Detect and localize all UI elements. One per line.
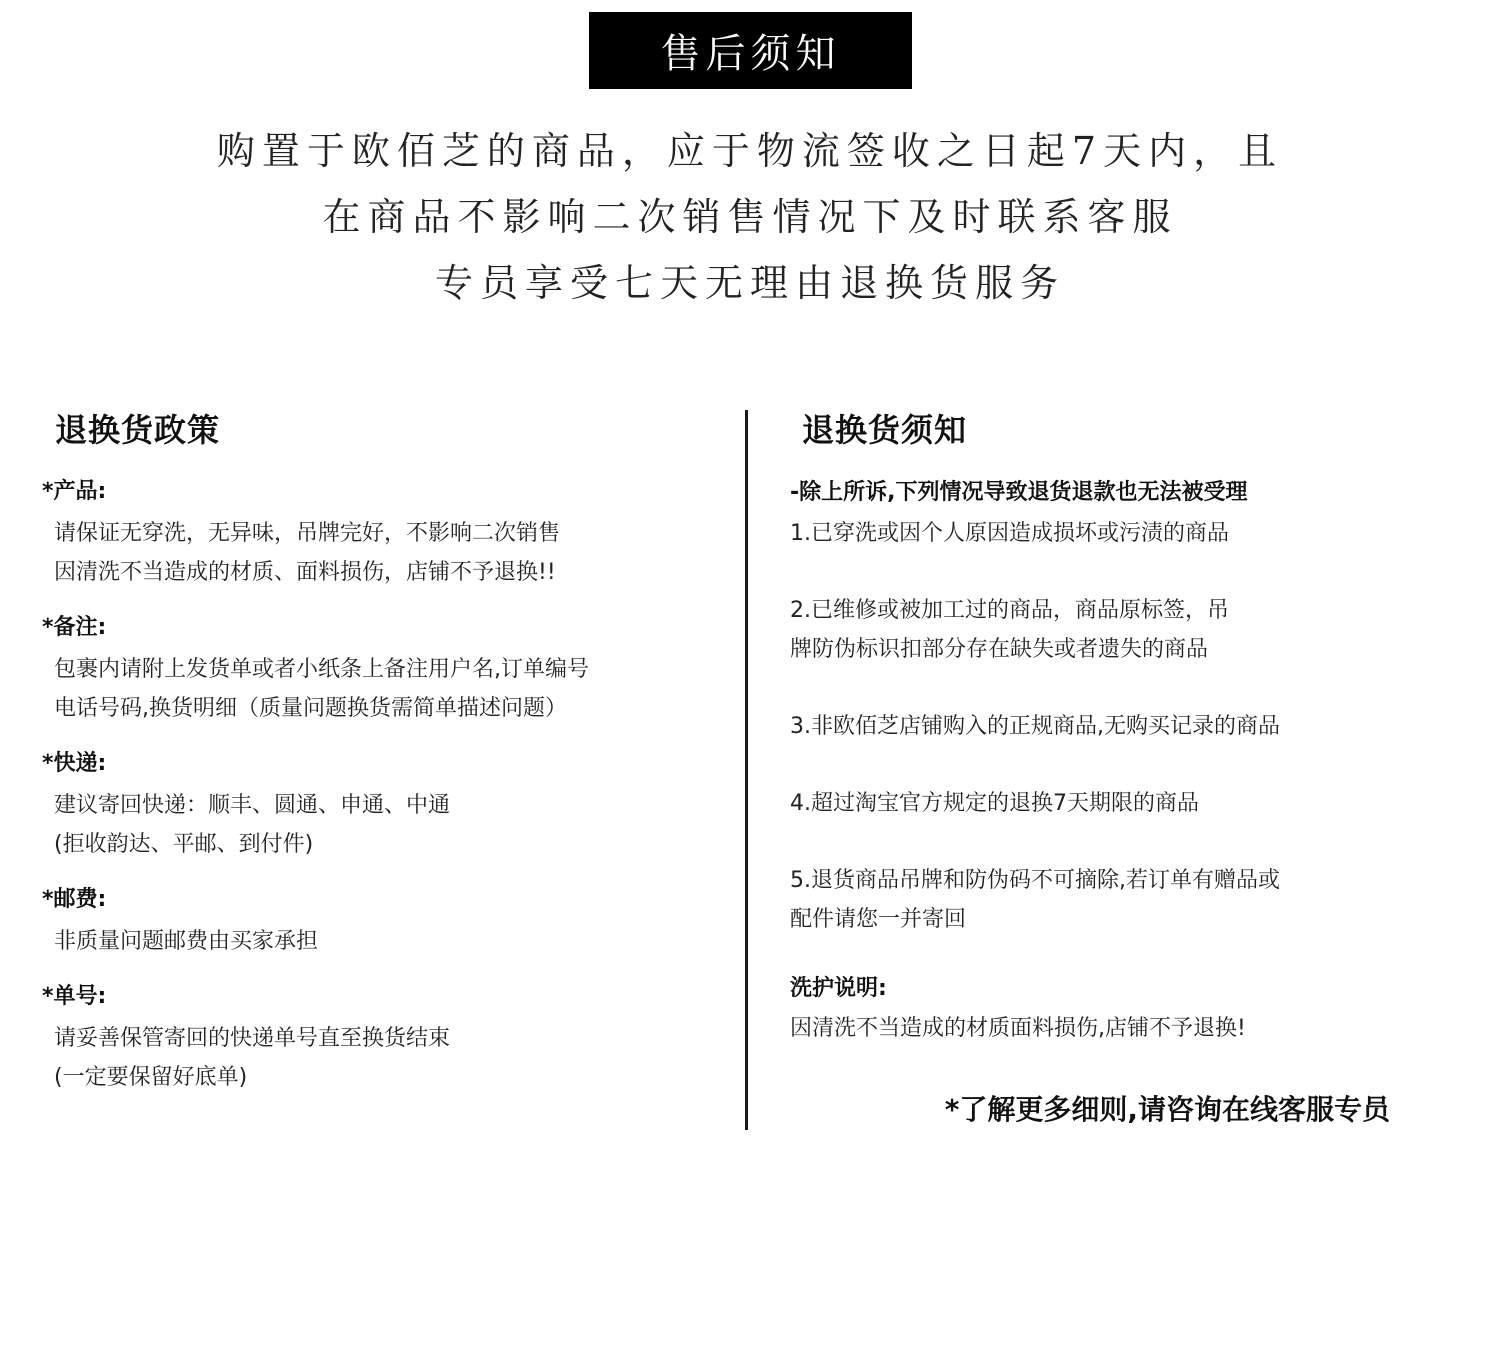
notice-line: 5.退货商品吊牌和防伪码不可摘除,若订单有赠品或 [790,868,1280,893]
section-line: (一定要保留好底单) [54,1065,248,1090]
policy-section-product [42,470,732,592]
notice-intro: -除上所诉,下列情况导致退货退款也无法被受理 [790,480,1248,505]
section-line: 包裹内请附上发货单或者小纸条上备注用户名,订单编号 [54,657,589,682]
footnote: *了解更多细则,请咨询在线客服专员 [944,1093,1390,1126]
section-line: 请保证无穿洗，无异味，吊牌完好，不影响二次销售 [54,521,561,546]
policy-section-tracking [42,975,732,1097]
section-heading: *备注: [42,615,107,640]
section-heading: *邮费: [42,887,107,912]
notice-line: 4.超过淘宝官方规定的退换7天期限的商品 [790,791,1199,816]
notice-item [790,707,1440,746]
notice-item [790,784,1440,823]
notice-line: 2.已维修或被加工过的商品，商品原标签，吊 [790,598,1229,623]
care-title: 洗护说明: [790,976,887,1001]
section-line: (拒收韵达、平邮、到付件) [54,832,314,857]
notice-line: 配件请您一并寄回 [790,907,967,932]
section-heading: *单号: [42,984,107,1009]
intro-line: 专员享受七天无理由退换货服务 [434,261,1065,305]
section-heading: *快递: [42,751,107,776]
policy-section-courier [42,742,732,864]
notice-line: 1.已穿洗或因个人原因造成损坏或污渍的商品 [790,521,1229,546]
section-line: 建议寄回快递：顺丰、圆通、申通、中通 [54,793,451,818]
section-line: 电话号码,换货明细（质量问题换货需简单描述问题） [54,696,567,721]
policy-title: 退换货政策 [55,411,221,449]
notice-title: 退换货须知 [802,411,968,449]
notice-item [790,591,1440,669]
notice-item [790,861,1440,939]
notice-line: 牌防伪标识扣部分存在缺失或者遗失的商品 [790,637,1209,662]
policy-section-note [42,606,732,728]
intro-line: 购置于欧佰芝的商品，应于物流签收之日起7天内，且 [216,129,1284,173]
section-line: 请妥善保管寄回的快递单号直至换货结束 [54,1026,451,1051]
section-line: 因清洗不当造成的材质、面料损伤，店铺不予退换!! [54,560,556,585]
intro-paragraph [0,118,1500,316]
column-divider [745,410,748,1130]
policy-column [42,470,732,1111]
intro-line: 在商品不影响二次销售情况下及时联系客服 [322,195,1178,239]
notice-line: 3.非欧佰芝店铺购入的正规商品,无购买记录的商品 [790,714,1280,739]
section-line: 非质量问题邮费由买家承担 [54,929,319,954]
notice-item [790,514,1440,553]
notice-column [790,472,1440,1048]
banner-title: 售后须知 [589,12,912,89]
policy-section-postage [42,878,732,961]
care-text: 因清洗不当造成的材质面料损伤,店铺不予退换! [790,1016,1246,1041]
section-heading: *产品: [42,479,107,504]
care-instructions [790,969,1440,1048]
